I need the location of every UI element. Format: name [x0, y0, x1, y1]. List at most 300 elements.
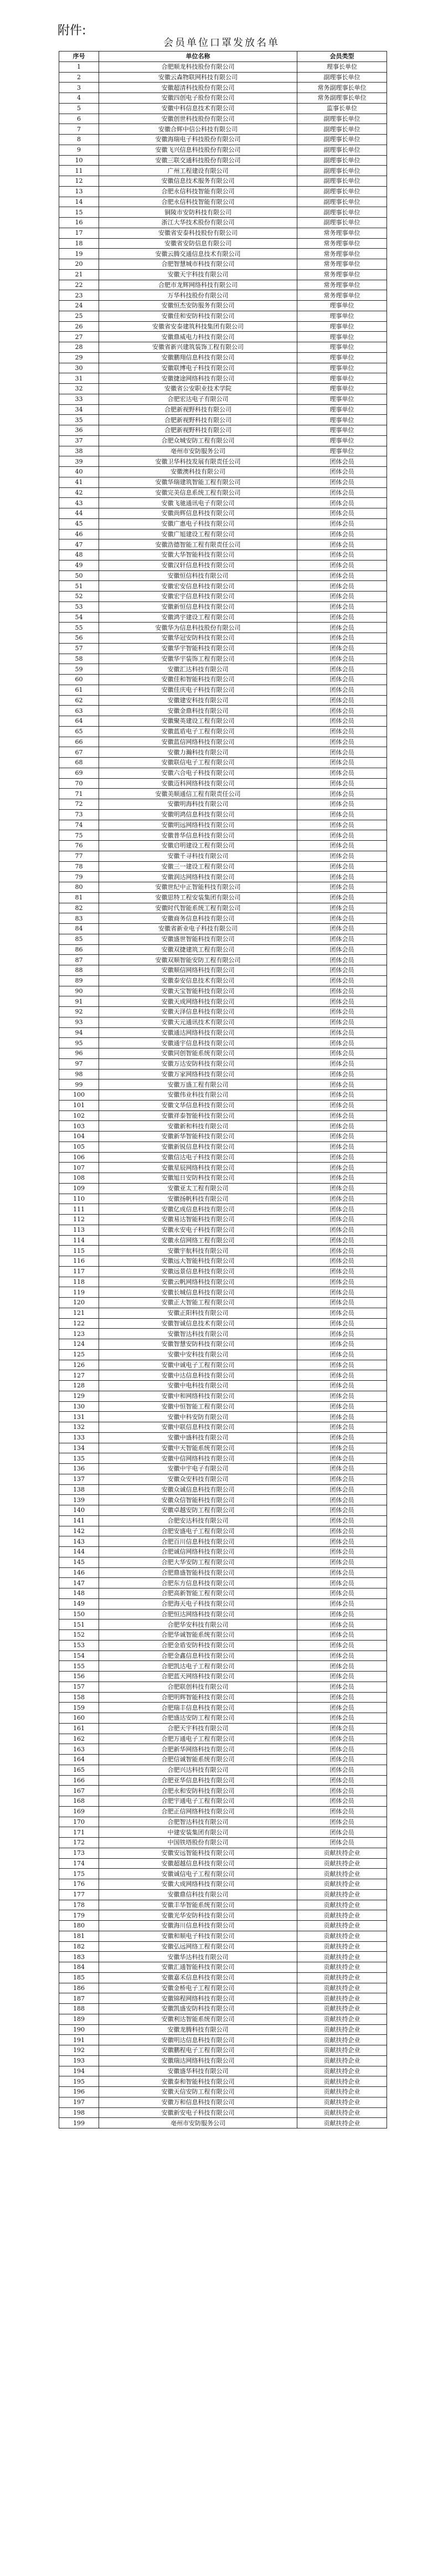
table-row [59, 1817, 387, 1827]
table-row [59, 955, 387, 965]
cell-index: 139 [59, 1495, 99, 1505]
cell-member-type: 团体会员 [297, 529, 387, 539]
cell-member-type: 团体会员 [297, 1703, 387, 1713]
cell-unit-name: 亳州市安防服务公司 [99, 446, 297, 456]
cell-index: 109 [59, 1183, 99, 1194]
cell-unit-name: 安徽省公安职业技术学院 [99, 384, 297, 394]
cell-index: 31 [59, 373, 99, 384]
cell-unit-name: 合肥正信网络科技有限公司 [99, 1806, 297, 1817]
table-row [59, 363, 387, 373]
table-row [59, 93, 387, 104]
cell-index: 7 [59, 124, 99, 135]
attachment-label: 附件: [58, 24, 86, 38]
cell-unit-name: 安徽盛华科技有限公司 [99, 2066, 297, 2076]
cell-unit-name: 合肥安达科技有限公司 [99, 1515, 297, 1526]
cell-unit-name: 安徽中诚电子工程有限公司 [99, 1360, 297, 1370]
cell-unit-name: 安徽众信智能科技有限公司 [99, 1495, 297, 1505]
table-row [59, 1869, 387, 1879]
cell-index: 13 [59, 186, 99, 197]
cell-unit-name: 安徽易达智能科技有限公司 [99, 1215, 297, 1225]
table-row [59, 103, 387, 114]
cell-index: 79 [59, 872, 99, 882]
table-row [59, 1879, 387, 1890]
cell-member-type: 团体会员 [297, 1651, 387, 1661]
cell-unit-name: 安徽万家网络科技有限公司 [99, 1069, 297, 1079]
cell-index: 108 [59, 1173, 99, 1184]
cell-member-type: 团体会员 [297, 1152, 387, 1163]
cell-index: 118 [59, 1277, 99, 1287]
table-row [59, 1152, 387, 1163]
cell-index: 10 [59, 155, 99, 166]
table-row [59, 249, 387, 259]
cell-unit-name: 铜陵市安防科技有限公司 [99, 207, 297, 218]
cell-member-type: 团体会员 [297, 1225, 387, 1235]
cell-index: 154 [59, 1651, 99, 1661]
cell-unit-name: 安徽正阳科技有限公司 [99, 1308, 297, 1318]
cell-member-type: 团体会员 [297, 1308, 387, 1318]
cell-member-type: 团体会员 [297, 1381, 387, 1391]
cell-member-type: 贡献扶持企业 [297, 2004, 387, 2014]
table-row [59, 601, 387, 612]
cell-unit-name: 安徽卫华科技发展有限责任公司 [99, 456, 297, 467]
cell-member-type: 团体会员 [297, 1567, 387, 1578]
cell-unit-name: 合肥百川信息科技有限公司 [99, 1536, 297, 1547]
table-row [59, 654, 387, 664]
table-row [59, 498, 387, 508]
cell-unit-name: 安徽嘉禾信息科技有限公司 [99, 1972, 297, 1983]
cell-member-type: 团体会员 [297, 1536, 387, 1547]
cell-unit-name: 安徽中安科技有限公司 [99, 1349, 297, 1360]
table-row [59, 747, 387, 758]
cell-unit-name: 安徽中达信息科技有限公司 [99, 1370, 297, 1381]
cell-member-type: 团体会员 [297, 1713, 387, 1724]
cell-unit-name: 安徽力瀚科技有限公司 [99, 747, 297, 758]
table-row [59, 1682, 387, 1692]
cell-unit-name: 合肥新视野科技有限公司 [99, 425, 297, 436]
table-row [59, 2118, 387, 2128]
table-row [59, 633, 387, 644]
cell-member-type: 团体会员 [297, 695, 387, 706]
member-table [59, 51, 387, 2128]
table-row [59, 155, 387, 166]
cell-index: 126 [59, 1360, 99, 1370]
table-row [59, 934, 387, 944]
table-row [59, 197, 387, 207]
cell-unit-name: 安徽云腾交通信息技术有限公司 [99, 249, 297, 259]
table-row [59, 2004, 387, 2014]
cell-index: 57 [59, 643, 99, 654]
cell-unit-name: 安徽泰和智能科技有限公司 [99, 2076, 297, 2087]
cell-member-type: 团体会员 [297, 1723, 387, 1734]
table-row [59, 61, 387, 72]
table-row [59, 1007, 387, 1017]
cell-unit-name: 安徽永信网络工程有限公司 [99, 1235, 297, 1246]
table-row [59, 259, 387, 270]
cell-member-type: 理事单位 [297, 373, 387, 384]
cell-unit-name: 安徽正大智能工程有限公司 [99, 1298, 297, 1308]
cell-member-type: 团体会员 [297, 654, 387, 664]
cell-unit-name: 安徽中电科技有限公司 [99, 1381, 297, 1391]
table-row [59, 83, 387, 93]
cell-member-type: 团体会员 [297, 706, 387, 716]
cell-member-type: 贡献扶持企业 [297, 2076, 387, 2087]
cell-member-type: 副理事长单位 [297, 155, 387, 166]
cell-index: 178 [59, 1900, 99, 1910]
cell-member-type: 副理事长单位 [297, 166, 387, 176]
column-header-index: 序号 [59, 52, 99, 62]
cell-member-type: 团体会员 [297, 1121, 387, 1132]
cell-unit-name: 安徽美顺通信工程有限责任公司 [99, 789, 297, 799]
cell-unit-name: 安徽众诚信息科技有限公司 [99, 1484, 297, 1495]
cell-index: 5 [59, 103, 99, 114]
cell-index: 171 [59, 1827, 99, 1838]
cell-unit-name: 安徽三联交通科技股份有限公司 [99, 155, 297, 166]
cell-unit-name: 安徽中和网络科技有限公司 [99, 1391, 297, 1401]
table-row [59, 145, 387, 155]
table-row [59, 2035, 387, 2045]
table-row [59, 1640, 387, 1651]
cell-unit-name: 安徽中宇电子有限公司 [99, 1464, 297, 1474]
cell-member-type: 团体会员 [297, 1110, 387, 1121]
cell-member-type: 团体会员 [297, 1412, 387, 1422]
table-row [59, 1308, 387, 1318]
cell-index: 120 [59, 1298, 99, 1308]
cell-member-type: 团体会员 [297, 892, 387, 903]
cell-index: 128 [59, 1381, 99, 1391]
cell-member-type: 团体会员 [297, 1017, 387, 1027]
cell-member-type: 团体会员 [297, 1672, 387, 1682]
cell-index: 36 [59, 425, 99, 436]
cell-member-type: 团体会员 [297, 1744, 387, 1755]
cell-unit-name: 安徽蓝盾电子工程有限公司 [99, 726, 297, 737]
table-row [59, 1360, 387, 1370]
cell-unit-name: 安徽鹏程电子工程有限公司 [99, 2045, 297, 2056]
cell-index: 124 [59, 1339, 99, 1350]
table-row [59, 218, 387, 228]
table-row [59, 1277, 387, 1287]
table-row [59, 1215, 387, 1225]
cell-index: 32 [59, 384, 99, 394]
cell-index: 98 [59, 1069, 99, 1079]
cell-member-type: 团体会员 [297, 1453, 387, 1464]
cell-member-type: 团体会员 [297, 1443, 387, 1453]
cell-index: 60 [59, 675, 99, 685]
cell-member-type: 团体会员 [297, 809, 387, 820]
cell-index: 157 [59, 1682, 99, 1692]
cell-member-type: 贡献扶持企业 [297, 1858, 387, 1869]
table-row [59, 2076, 387, 2087]
cell-member-type: 团体会员 [297, 841, 387, 851]
cell-unit-name: 安徽尚辉信息科技有限公司 [99, 508, 297, 519]
cell-unit-name: 安徽万盛工程有限公司 [99, 1079, 297, 1090]
table-row [59, 872, 387, 882]
cell-unit-name: 安徽中天智能系统有限公司 [99, 1443, 297, 1453]
cell-member-type: 团体会员 [297, 1246, 387, 1256]
cell-unit-name: 安徽鸿宇建设工程有限公司 [99, 612, 297, 623]
cell-index: 196 [59, 2087, 99, 2097]
cell-member-type: 团体会员 [297, 986, 387, 996]
cell-unit-name: 安徽广旭建设工程有限公司 [99, 529, 297, 539]
cell-index: 199 [59, 2118, 99, 2128]
cell-index: 117 [59, 1266, 99, 1277]
cell-index: 59 [59, 664, 99, 675]
table-row [59, 996, 387, 1007]
cell-unit-name: 安徽聚英建设工程有限公司 [99, 716, 297, 727]
cell-index: 101 [59, 1100, 99, 1110]
cell-member-type: 贡献扶持企业 [297, 1879, 387, 1890]
cell-unit-name: 安徽蓝信网络科技有限公司 [99, 737, 297, 747]
cell-unit-name: 安徽利达智能系统有限公司 [99, 2014, 297, 2024]
column-header-unit-name: 单位名称 [99, 52, 297, 62]
cell-member-type: 理事单位 [297, 435, 387, 446]
table-row [59, 695, 387, 706]
cell-member-type: 理事单位 [297, 301, 387, 311]
cell-unit-name: 浙江大华技术股份有限公司 [99, 218, 297, 228]
cell-member-type: 理事单位 [297, 311, 387, 321]
cell-unit-name: 安徽文华信息科技有限公司 [99, 1100, 297, 1110]
table-row [59, 685, 387, 695]
cell-unit-name: 合肥永信科技智能有限公司 [99, 197, 297, 207]
cell-member-type: 团体会员 [297, 1474, 387, 1484]
cell-index: 40 [59, 467, 99, 477]
cell-index: 163 [59, 1744, 99, 1755]
cell-unit-name: 安徽智达科技有限公司 [99, 1329, 297, 1339]
cell-member-type: 团体会员 [297, 799, 387, 810]
cell-unit-name: 安徽省新业电子科技有限公司 [99, 924, 297, 934]
table-row [59, 1651, 387, 1661]
cell-unit-name: 安徽省新兴建筑装饰工程有限公司 [99, 342, 297, 353]
table-row [59, 1339, 387, 1350]
cell-index: 102 [59, 1110, 99, 1121]
cell-unit-name: 安徽和顺电子科技有限公司 [99, 1931, 297, 1941]
cell-member-type: 团体会员 [297, 1360, 387, 1370]
cell-unit-name: 安徽捷途网络科技有限公司 [99, 373, 297, 384]
cell-unit-name: 合肥华安科技有限公司 [99, 1619, 297, 1630]
cell-index: 182 [59, 1941, 99, 1952]
cell-unit-name: 安徽凯盛安防科技有限公司 [99, 2004, 297, 2014]
cell-index: 27 [59, 332, 99, 342]
cell-index: 131 [59, 1412, 99, 1422]
cell-member-type: 贡献扶持企业 [297, 1972, 387, 1983]
cell-index: 15 [59, 207, 99, 218]
cell-member-type: 团体会员 [297, 975, 387, 986]
cell-unit-name: 合肥凯达电子工程有限公司 [99, 1661, 297, 1672]
table-row [59, 820, 387, 830]
cell-index: 66 [59, 737, 99, 747]
table-row [59, 2066, 387, 2076]
table-row [59, 1329, 387, 1339]
table-row [59, 1910, 387, 1921]
cell-index: 21 [59, 269, 99, 280]
cell-unit-name: 安徽合辉中信公科技有限公司 [99, 124, 297, 135]
table-row [59, 373, 387, 384]
cell-unit-name: 安徽世纪中正智能科技有限公司 [99, 882, 297, 893]
cell-unit-name: 安徽扬帆科技有限公司 [99, 1194, 297, 1204]
cell-index: 86 [59, 944, 99, 955]
cell-index: 127 [59, 1370, 99, 1381]
cell-index: 100 [59, 1090, 99, 1101]
cell-unit-name: 安徽永安电子科技有限公司 [99, 1225, 297, 1235]
cell-unit-name: 安徽智诚信息技术有限公司 [99, 1318, 297, 1329]
cell-unit-name: 万华科技股份有限公司 [99, 290, 297, 301]
cell-member-type: 团体会员 [297, 1007, 387, 1017]
cell-index: 74 [59, 820, 99, 830]
cell-unit-name: 安徽飞驰通讯电子有限公司 [99, 498, 297, 508]
cell-index: 179 [59, 1910, 99, 1921]
cell-member-type: 团体会员 [297, 1515, 387, 1526]
cell-index: 24 [59, 301, 99, 311]
cell-unit-name: 合肥金盾安防科技有限公司 [99, 1640, 297, 1651]
cell-index: 130 [59, 1401, 99, 1412]
table-row [59, 861, 387, 872]
cell-index: 83 [59, 913, 99, 924]
cell-member-type: 理事单位 [297, 425, 387, 436]
table-row [59, 1132, 387, 1142]
table-row [59, 1069, 387, 1079]
cell-unit-name: 安徽中盛科技有限公司 [99, 1432, 297, 1443]
table-row [59, 737, 387, 747]
cell-member-type: 团体会员 [297, 539, 387, 550]
cell-index: 166 [59, 1775, 99, 1786]
cell-member-type: 常务理事单位 [297, 228, 387, 238]
cell-member-type: 团体会员 [297, 737, 387, 747]
cell-member-type: 团体会员 [297, 1609, 387, 1619]
table-row [59, 342, 387, 353]
cell-unit-name: 合肥宇通电子工程有限公司 [99, 1796, 297, 1807]
cell-index: 168 [59, 1796, 99, 1807]
cell-unit-name: 合肥瑞丰信息科技有限公司 [99, 1703, 297, 1713]
cell-unit-name: 合肥永信科技智能有限公司 [99, 186, 297, 197]
cell-unit-name: 安徽完美信息系统工程有限公司 [99, 487, 297, 498]
cell-index: 50 [59, 570, 99, 581]
cell-index: 89 [59, 975, 99, 986]
cell-index: 144 [59, 1547, 99, 1557]
cell-index: 187 [59, 1993, 99, 2004]
table-row [59, 1515, 387, 1526]
cell-unit-name: 安徽超清科技股份有限公司 [99, 83, 297, 93]
cell-member-type: 贡献扶持企业 [297, 1869, 387, 1879]
cell-index: 181 [59, 1931, 99, 1941]
cell-member-type: 贡献扶持企业 [297, 2024, 387, 2035]
cell-member-type: 团体会员 [297, 467, 387, 477]
cell-index: 52 [59, 592, 99, 602]
table-row [59, 394, 387, 404]
table-row [59, 726, 387, 737]
table-row [59, 1474, 387, 1484]
cell-index: 132 [59, 1422, 99, 1433]
cell-unit-name: 安徽鼎信科技有限公司 [99, 1889, 297, 1900]
table-row [59, 1266, 387, 1277]
cell-member-type: 贡献扶持企业 [297, 2035, 387, 2045]
table-row [59, 1806, 387, 1817]
cell-index: 147 [59, 1578, 99, 1588]
cell-unit-name: 安徽鹏翔信息科技有限公司 [99, 352, 297, 363]
table-row [59, 1786, 387, 1796]
cell-index: 1 [59, 61, 99, 72]
table-row [59, 1921, 387, 1931]
table-row [59, 228, 387, 238]
cell-index: 54 [59, 612, 99, 623]
table-row [59, 1713, 387, 1724]
table-row [59, 612, 387, 623]
cell-unit-name: 安徽星辰网络科技有限公司 [99, 1163, 297, 1173]
cell-unit-name: 安徽佳和安防科技有限公司 [99, 311, 297, 321]
cell-index: 53 [59, 601, 99, 612]
table-row [59, 892, 387, 903]
cell-member-type: 团体会员 [297, 643, 387, 654]
table-row [59, 1443, 387, 1453]
cell-unit-name: 安徽锦程网络科技有限公司 [99, 1993, 297, 2004]
cell-index: 44 [59, 508, 99, 519]
cell-index: 22 [59, 280, 99, 290]
cell-index: 186 [59, 1983, 99, 1993]
table-row [59, 664, 387, 675]
table-row [59, 1993, 387, 2004]
cell-member-type: 团体会员 [297, 924, 387, 934]
cell-member-type: 团体会员 [297, 592, 387, 602]
table-row [59, 1723, 387, 1734]
cell-index: 71 [59, 789, 99, 799]
cell-index: 78 [59, 861, 99, 872]
table-row [59, 799, 387, 810]
table-row [59, 1505, 387, 1516]
table-row [59, 269, 387, 280]
cell-unit-name: 合肥高新智能工程有限公司 [99, 1588, 297, 1599]
cell-unit-name: 安徽四创电子股份有限公司 [99, 93, 297, 104]
cell-index: 190 [59, 2024, 99, 2035]
cell-member-type: 贡献扶持企业 [297, 1962, 387, 1973]
cell-index: 38 [59, 446, 99, 456]
cell-unit-name: 安徽超越信息科技有限公司 [99, 1858, 297, 1869]
table-row [59, 1142, 387, 1152]
cell-unit-name: 安徽丰华智能系统有限公司 [99, 1900, 297, 1910]
cell-member-type: 团体会员 [297, 1640, 387, 1651]
cell-unit-name: 安徽华宇智能科技有限公司 [99, 643, 297, 654]
cell-unit-name: 安徽明海科技有限公司 [99, 799, 297, 810]
cell-index: 169 [59, 1806, 99, 1817]
cell-index: 161 [59, 1723, 99, 1734]
cell-index: 80 [59, 882, 99, 893]
cell-unit-name: 安徽宏宇信息科技有限公司 [99, 592, 297, 602]
cell-index: 180 [59, 1921, 99, 1931]
cell-unit-name: 合肥明辉智能科技有限公司 [99, 1692, 297, 1703]
table-row [59, 758, 387, 768]
cell-unit-name: 安徽创世科技股份有限公司 [99, 114, 297, 124]
cell-unit-name: 安徽华瑞建筑智能工程有限公司 [99, 477, 297, 487]
cell-index: 39 [59, 456, 99, 467]
cell-member-type: 团体会员 [297, 861, 387, 872]
cell-member-type: 副理事长单位 [297, 114, 387, 124]
cell-member-type: 团体会员 [297, 560, 387, 570]
table-row [59, 135, 387, 145]
cell-member-type: 团体会员 [297, 1266, 387, 1277]
cell-unit-name: 合肥恒达网络科技有限公司 [99, 1609, 297, 1619]
cell-unit-name: 合肥万通电子工程有限公司 [99, 1734, 297, 1744]
cell-index: 43 [59, 498, 99, 508]
table-row [59, 1578, 387, 1588]
cell-index: 11 [59, 166, 99, 176]
cell-member-type: 团体会员 [297, 1734, 387, 1744]
table-row [59, 1194, 387, 1204]
cell-member-type: 团体会员 [297, 1132, 387, 1142]
table-row [59, 425, 387, 436]
table-row [59, 1183, 387, 1194]
table-row [59, 1972, 387, 1983]
table-row [59, 1058, 387, 1069]
table-row [59, 290, 387, 301]
cell-member-type: 团体会员 [297, 1027, 387, 1038]
cell-index: 37 [59, 435, 99, 446]
